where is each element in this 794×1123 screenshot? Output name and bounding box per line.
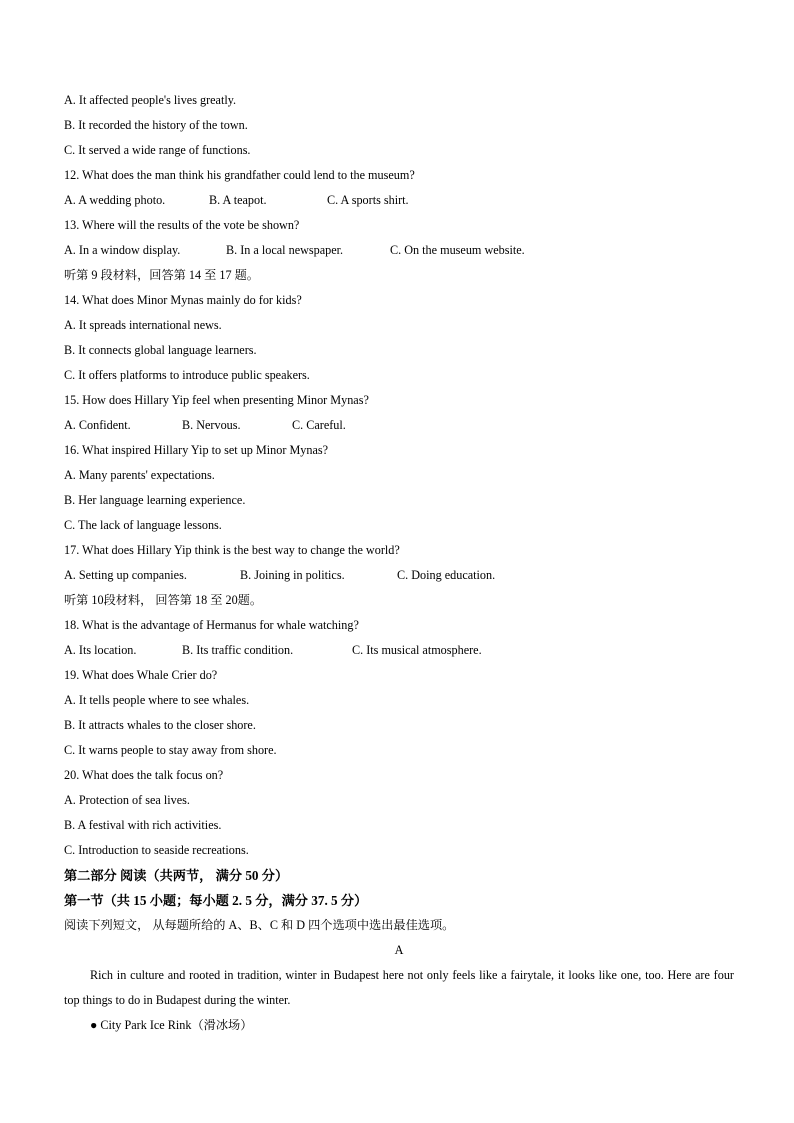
option-line: B. It attracts whales to the closer shore. [64,718,256,732]
option-b: B. In a local newspaper. [226,243,344,257]
question-19: 19. What does Whale Crier do? [64,668,218,682]
option-line: A. Protection of sea lives. [64,793,190,807]
option-a: A. In a window display. [64,243,181,257]
question-20: 20. What does the talk focus on? [64,768,224,782]
passage-label: A [394,943,404,957]
option-b: B. Nervous. [182,418,241,432]
question-18: 18. What is the advantage of Hermanus for whale watching? [64,618,359,632]
option-line: A. It spreads international news. [64,318,222,332]
option-line: A. Many parents' expectations. [64,468,215,482]
option-line: B. It connects global language learners. [64,343,257,357]
option-a: A. A wedding photo. [64,193,166,207]
question-14: 14. What does Minor Mynas mainly do for kids? [64,293,302,307]
option-a: A. Confident. [64,418,131,432]
question-17: 17. What does Hillary Yip think is the best way to change the world? [64,543,400,557]
option-c: C. Its musical atmosphere. [352,643,482,657]
option-line: B. A festival with rich activities. [64,818,222,832]
option-c: C. On the museum website. [390,243,525,257]
options-17 [64,563,734,588]
option-c: C. Careful. [292,418,346,432]
option-line: B. It recorded the history of the town. [64,118,248,132]
question-15: 15. How does Hillary Yip feel when presenting Minor Mynas? [64,393,369,407]
reading-instruction: 阅读下列短文， 从每题所给的 A、B、C 和 D 四个选项中选出最佳选项。 [64,918,455,932]
option-line: C. It served a wide range of functions. [64,143,251,157]
part-two-title: 第二部分 阅读（共两节， 满分 50 分） [64,868,289,883]
option-b: B. Its traffic condition. [182,643,294,657]
option-line: A. It tells people where to see whales. [64,693,250,707]
options-13 [64,238,734,263]
option-line: C. It offers platforms to introduce public speakers. [64,368,310,382]
options-15 [64,413,734,438]
option-line: B. Her language learning experience. [64,493,246,507]
option-c: C. A sports shirt. [327,193,409,207]
options-12 [64,188,734,213]
option-line: C. The lack of language lessons. [64,518,222,532]
question-13: 13. Where will the results of the vote be shown? [64,218,300,232]
option-line: A. It affected people's lives greatly. [64,93,237,107]
option-a: A. Its location. [64,643,137,657]
question-12: 12. What does the man think his grandfather could lend to the museum? [64,168,415,182]
question-16: 16. What inspired Hillary Yip to set up Minor Mynas? [64,443,329,457]
options-18 [64,638,734,663]
section-one-title: 第一节（共 15 小题；每小题 2. 5 分，满分 37. 5 分） [64,893,368,908]
listening-heading-9: 听第 9 段材料，回答第 14 至 17 题。 [64,268,259,282]
option-a: A. Setting up companies. [64,568,187,582]
option-b: B. Joining in politics. [240,568,345,582]
listening-heading-10: 听第 10段材料， 回答第 18 至 20题。 [64,593,263,607]
passage-paragraph: Rich in culture and rooted in tradition, winter in Budapest here not only feels like a fairytale, it looks like one, too. Here are four top things to do in Budapest during the winter. [64,968,734,1007]
option-b: B. A teapot. [209,193,267,207]
bullet-item: ● City Park Ice Rink（滑冰场） [90,1018,253,1032]
option-line: C. It warns people to stay away from shore. [64,743,277,757]
option-c: C. Doing education. [397,568,496,582]
option-line: C. Introduction to seaside recreations. [64,843,249,857]
document-page [64,88,734,1038]
